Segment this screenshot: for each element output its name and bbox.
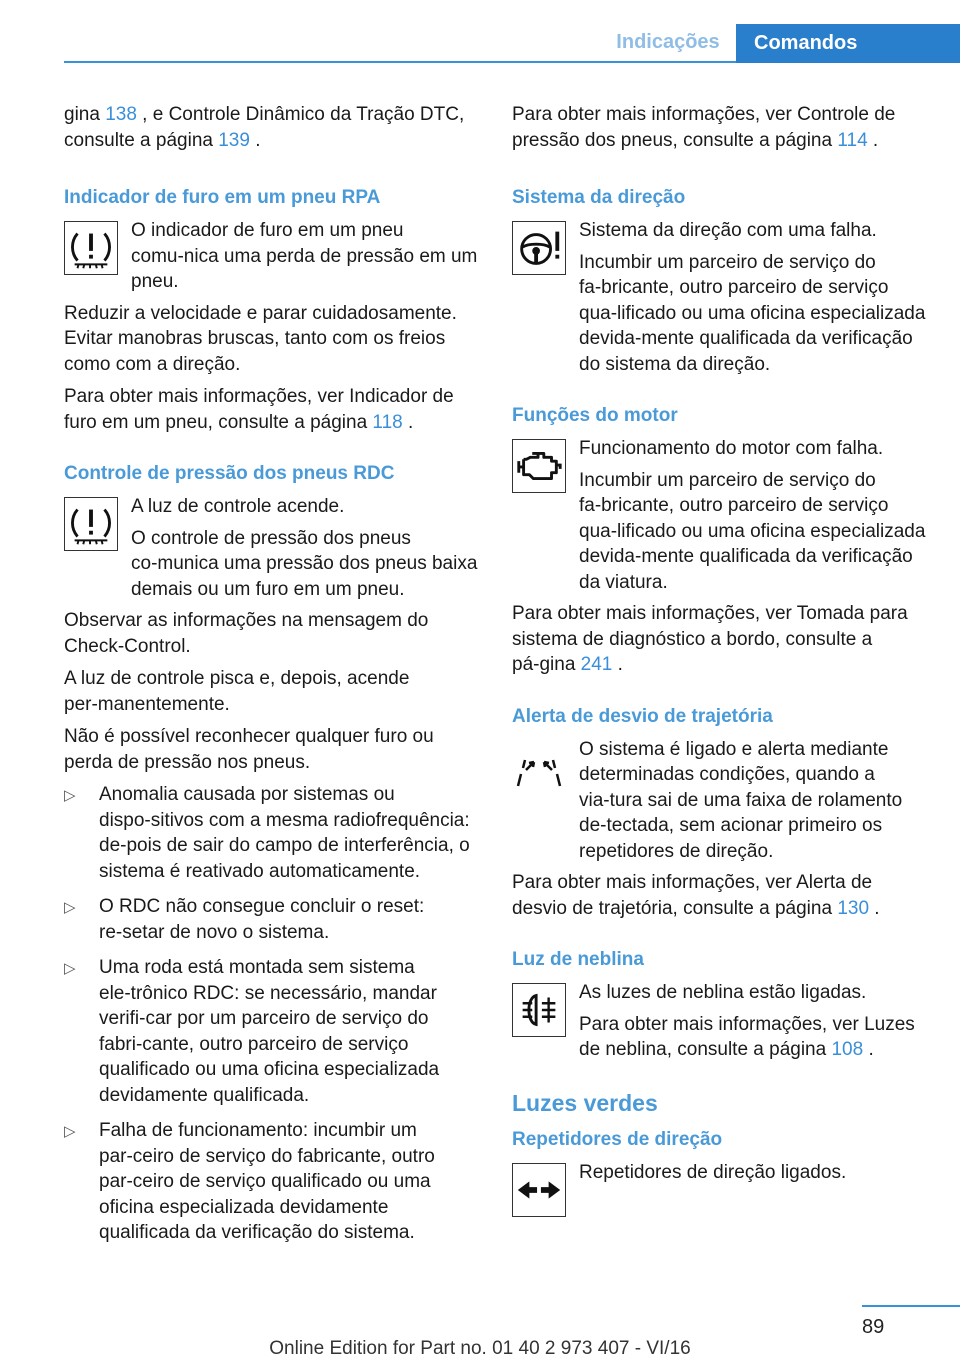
lane-paragraph: Para obter mais informações, ver Alerta de desvio de trajetória, consulte a página 130 .	[512, 872, 880, 919]
rdc-paragraph-2: A luz de controle pisca e, depois, acende per‑manentemente.	[64, 668, 410, 715]
list-item: ▷ Uma roda está montada sem sistema ele‑trônico RDC: se necessário, mandar verifi‑car por um parceiro de serviço do fabri‑cante, outro parceiro de serviço qualificado ou uma oficina especializada devidamente qualificada.	[64, 957, 440, 1106]
page-link-114[interactable]: 114	[837, 129, 868, 151]
lane-text: O sistema é ligado e alerta mediante determinadas condições, quando a via‑tura sai de uma faixa de rolamento de‑tectada, sem acionar primeiro os repetidores de direção.	[579, 738, 903, 862]
footer-rule	[862, 1305, 960, 1307]
steering-wheel-warning-icon	[512, 221, 566, 275]
engine-text-1: Funcionamento do motor com falha.	[579, 438, 884, 459]
heading-turn-signals: Repetidores de direção	[512, 1128, 723, 1150]
fog-light-icon	[512, 983, 566, 1037]
rpa-paragraph-2: Para obter mais informações, ver Indicador de furo em um pneu, consulte a página 118 .	[64, 386, 454, 433]
page-link-139[interactable]: 139	[218, 129, 250, 151]
fog-icon-block	[512, 980, 928, 1063]
triangle-bullet-icon: ▷	[64, 960, 76, 977]
page-link-118[interactable]: 118	[372, 411, 403, 433]
rdc-bullet-list	[64, 782, 480, 1246]
rpa-paragraph-1: Reduzir a velocidade e parar cuidadosamente. Evitar manobras bruscas, tanto com os freios como com a direção.	[64, 302, 457, 375]
heading-rdc: Controle de pressão dos pneus RDC	[64, 463, 395, 484]
fog-text-1: As luzes de neblina estão ligadas.	[579, 982, 867, 1003]
lane-departure-icon	[512, 740, 566, 794]
left-column	[64, 102, 480, 1256]
heading-rpa: Indicador de furo em um pneu RPA	[64, 187, 381, 208]
steering-text-2: Incumbir um parceiro de serviço do fa‑bricante, outro parceiro de serviço qua‑lificado ou uma oficina especializada devida‑mente qualificada da verificação do sistema da direção.	[579, 251, 926, 375]
right-column	[512, 102, 928, 1220]
heading-lane-departure: Alerta de desvio de trajetória	[512, 705, 773, 727]
list-item: ▷ O RDC não consegue concluir o reset: re‑setar de novo o sistema.	[64, 896, 425, 943]
triangle-bullet-icon: ▷	[64, 899, 76, 916]
engine-check-icon	[512, 439, 566, 493]
list-item: ▷ Anomalia causada por sistemas ou dispo‑sitivos com a mesma radiofrequência: de‑pois de sair do campo de interferência, o sistema é reativado automaticamente.	[64, 784, 470, 882]
tire-pressure-control-icon	[64, 497, 118, 551]
engine-text-2: Incumbir um parceiro de serviço do fa‑bricante, outro parceiro de serviço qua‑lificado ou uma oficina especializada devida‑mente qualificada da verificação da viatura.	[579, 469, 926, 593]
rpa-icon-block	[64, 218, 480, 295]
rdc-icon-block	[64, 494, 480, 602]
tab-comandos[interactable]: Comandos	[736, 24, 960, 63]
page-link-130[interactable]: 130	[837, 897, 870, 919]
left-intro: gina 138 , e Controle Dinâmico da Tração DTC, consulte a página 139 .	[64, 104, 465, 151]
page-link-138[interactable]: 138	[105, 104, 137, 125]
steering-icon-block	[512, 218, 928, 377]
fog-text-2: Para obter mais informações, ver Luzes de neblina, consulte a página 108 .	[579, 1013, 915, 1060]
rdc-paragraph-1: Observar as informações na mensagem do Check-Control.	[64, 610, 429, 657]
engine-icon-block	[512, 436, 928, 595]
heading-fog-light: Luz de neblina	[512, 949, 644, 970]
lane-icon-block	[512, 737, 928, 865]
rpa-icon-text: O indicador de furo em um pneu comu‑nica uma perda de pressão em um pneu.	[131, 220, 478, 292]
engine-paragraph: Para obter mais informações, ver Tomada para sistema de diagnóstico a bordo, consulte a pá‑gina 241 .	[512, 603, 908, 675]
heading-engine: Funções do motor	[512, 405, 678, 426]
triangle-bullet-icon: ▷	[64, 1123, 76, 1140]
turn-signal-arrows-icon	[512, 1163, 566, 1217]
rdc-icon-text-2: O controle de pressão dos pneus co‑munica uma pressão dos pneus baixa demais ou um furo em um pneu.	[131, 527, 478, 600]
turn-text: Repetidores de direção ligados.	[579, 1161, 847, 1183]
rdc-icon-text-1: A luz de controle acende.	[131, 496, 345, 517]
list-item: ▷ Falha de funcionamento: incumbir um par‑ceiro de serviço do fabricante, outro par‑ceiro de serviço qualificado ou uma oficina especializada devidamente qualificada da verificação do sistema.	[64, 1120, 435, 1243]
triangle-bullet-icon: ▷	[64, 787, 76, 804]
page-number: 89	[862, 1316, 885, 1338]
turn-icon-block	[512, 1160, 928, 1220]
steering-text-1: Sistema da direção com uma falha.	[579, 220, 877, 241]
page-link-108[interactable]: 108	[831, 1039, 864, 1060]
tire-pressure-warning-icon	[64, 221, 118, 275]
tab-indicacoes[interactable]: Indicações	[616, 31, 720, 53]
right-intro: Para obter mais informações, ver Controle de pressão dos pneus, consulte a página 114 .	[512, 104, 896, 151]
heading-green-lights: Luzes verdes	[512, 1089, 658, 1116]
page-link-241[interactable]: 241	[580, 654, 613, 675]
rdc-paragraph-3: Não é possível reconhecer qualquer furo ou perda de pressão nos pneus.	[64, 726, 434, 773]
footer-edition-text: Online Edition for Part no. 01 40 2 973 407 - VI/16	[269, 1338, 691, 1359]
heading-steering: Sistema da direção	[512, 187, 686, 208]
